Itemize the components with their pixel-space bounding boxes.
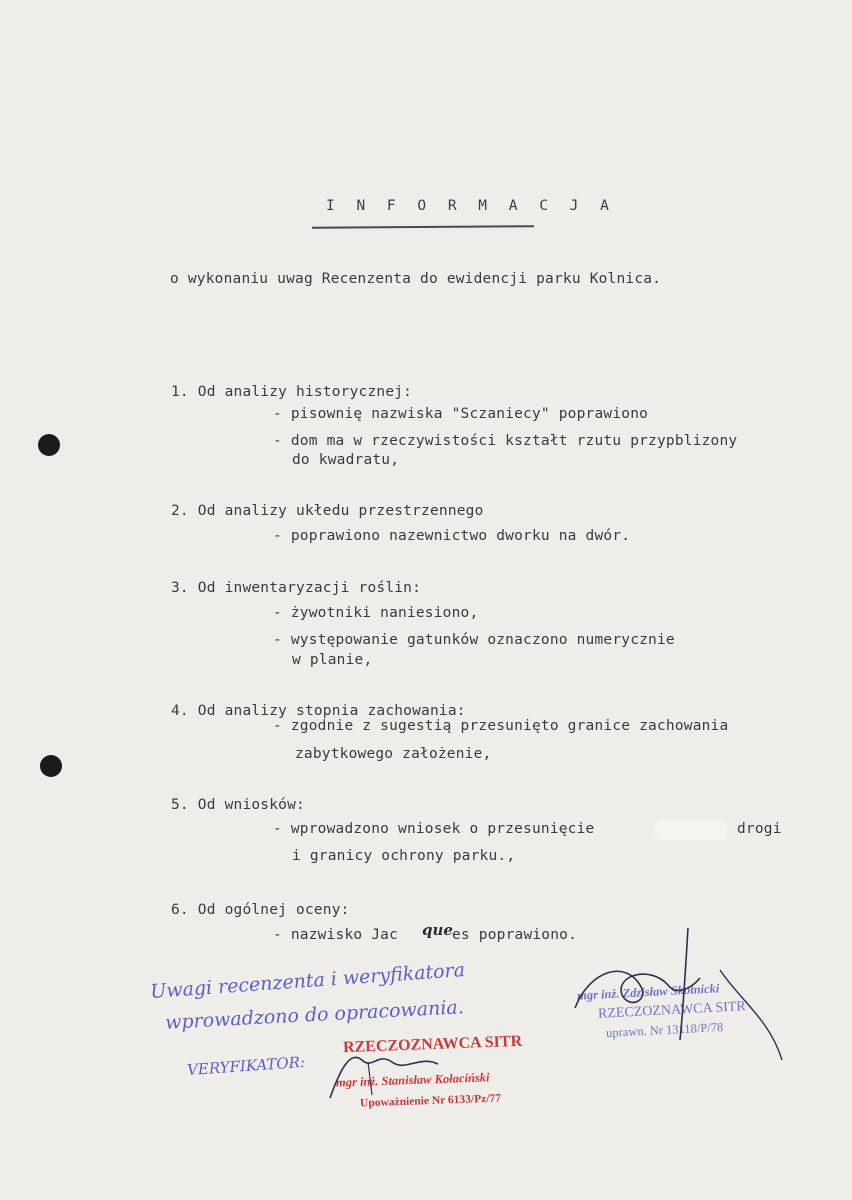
section-2-item-1: - poprawiono nazewnictwo dworku na dwór. bbox=[273, 528, 631, 544]
violet-stamp-number: uprawn. Nr 13118/P/78 bbox=[605, 1019, 724, 1041]
section-5-item-1: - wprowadzono wniosek o przesunięcie bbox=[273, 821, 595, 837]
section-5-item-1-end: drogi bbox=[737, 821, 782, 837]
handwritten-insert: que bbox=[422, 921, 453, 939]
red-stamp-title: RZECZOZNAWCA SITR bbox=[342, 1032, 523, 1057]
handwritten-note-line-2: wprowadzono do opracowania. bbox=[164, 996, 465, 1034]
verifier-label: VERYFIKATOR: bbox=[186, 1052, 306, 1080]
handwritten-ink-mark bbox=[368, 1062, 372, 1095]
section-5-heading: 5. Od wniosków: bbox=[171, 797, 305, 813]
violet-stamp-title: RZECZOZNAWCA SITR bbox=[597, 999, 747, 1022]
document-subtitle: o wykonaniu uwag Recenzenta do ewidencji parku Kolnica. bbox=[170, 271, 662, 287]
violet-stamp-name: mgr inż. Zdzisław Skotnicki bbox=[576, 981, 720, 1003]
section-1-item-1: - pisownię nazwiska "Sczaniecy" poprawiono bbox=[273, 406, 649, 422]
section-2-heading: 2. Od analizy ukłedu przestrzennego bbox=[171, 503, 484, 519]
section-4-heading: 4. Od analizy stopnia zachowania: bbox=[171, 703, 466, 719]
section-3-heading: 3. Od inwentaryzacji roślin: bbox=[171, 580, 422, 596]
section-6-item-1-end: es poprawiono. bbox=[452, 927, 578, 943]
section-3-item-1: - żywotniki naniesiono, bbox=[273, 605, 479, 621]
red-stamp-name: mgr inż. Stanisław Kołaciński bbox=[335, 1070, 490, 1090]
section-4-item-1: - zgodnie z sugestią przesunięto granice zachowania bbox=[273, 718, 729, 734]
signature-right-stroke bbox=[680, 928, 688, 1040]
section-1-heading: 1. Od analizy historycznej: bbox=[171, 384, 413, 400]
section-4-item-1-cont: zabytkowego założenie, bbox=[295, 746, 492, 762]
red-stamp-number: Upoważnienie Nr 6133/Pz/77 bbox=[359, 1092, 502, 1110]
section-1-item-2: - dom ma w rzeczywistości kształt rzutu przypblizony bbox=[273, 433, 738, 449]
handwritten-note-line-1: Uwagi recenzenta i weryfikatora bbox=[149, 959, 466, 1003]
section-3-item-2-cont: w planie, bbox=[292, 652, 373, 668]
signature-right bbox=[575, 971, 700, 1008]
section-6-heading: 6. Od ogólnej oceny: bbox=[171, 902, 350, 918]
signature-right-flourish bbox=[720, 970, 782, 1060]
section-6-item-1-start: - nazwisko Jac bbox=[273, 927, 399, 943]
signature-left bbox=[330, 1057, 438, 1098]
document-title: I N F O R M A C J A bbox=[326, 198, 616, 214]
section-3-item-2: - występowanie gatunków oznaczono numerycznie bbox=[273, 632, 675, 648]
section-5-item-1-cont: i granicy ochrony parku., bbox=[292, 848, 516, 864]
section-1-item-2-cont: do kwadratu, bbox=[292, 452, 400, 468]
